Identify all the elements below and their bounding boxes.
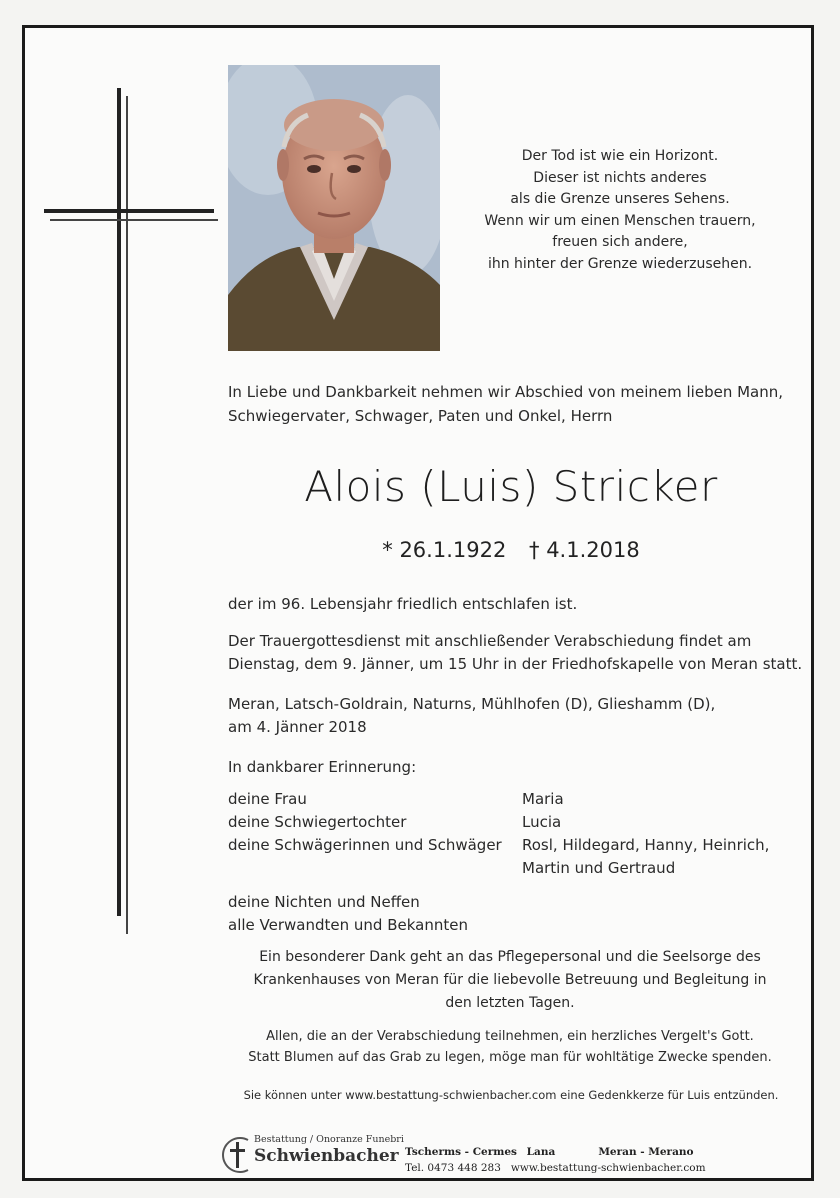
footer-place: Tscherms - Cermes xyxy=(405,1146,517,1158)
service-info xyxy=(228,630,808,676)
lebensjahr-text: der im 96. Lebensjahr friedlich entschlafen ist. xyxy=(228,595,578,613)
service-line: Der Trauergottesdienst mit anschließender Verabschiedung findet am xyxy=(228,632,752,650)
poem-line: als die Grenze unseres Sehens. xyxy=(510,191,730,207)
attendance-text xyxy=(240,1026,780,1068)
intro-text xyxy=(228,380,798,428)
cross-horizontal-bar xyxy=(44,209,214,213)
relative-role: deine Schwägerinnen und Schwäger xyxy=(228,836,502,854)
places-date xyxy=(228,693,808,739)
relative-row xyxy=(228,857,788,880)
candle-text: Sie können unter www.bestattung-schwienbacher.com eine Gedenkkerze für Luis entzünden. xyxy=(243,1088,779,1102)
cross-horizontal-bar-thin xyxy=(50,219,218,221)
birth-date: * 26.1.1922 xyxy=(382,538,507,562)
relative-role: deine Nichten und Neffen xyxy=(228,893,420,911)
poem-line: Dieser ist nichts anderes xyxy=(533,169,707,186)
footer-contact: Tel. 0473 448 283 www.bestattung-schwienbacher.com xyxy=(405,1162,706,1174)
footer-places xyxy=(405,1146,694,1158)
service-line: Dienstag, dem 9. Jänner, um 15 Uhr in der Friedhofskapelle von Meran statt. xyxy=(228,655,803,673)
intro-line: In Liebe und Dankbarkeit nehmen wir Abschied von meinem lieben Mann, xyxy=(228,383,784,401)
thanks-line: Krankenhauses von Meran für die liebevolle Betreuung und Begleitung in xyxy=(253,972,767,988)
footer-place: Lana xyxy=(526,1146,556,1158)
attend-line: Statt Blumen auf das Grab zu legen, möge man für wohltätige Zwecke spenden. xyxy=(248,1050,772,1065)
relative-names: Lucia xyxy=(522,813,562,831)
logo-cross-icon xyxy=(222,1134,256,1174)
relative-row xyxy=(228,834,788,857)
poem xyxy=(470,146,770,275)
thanks-line: den letzten Tagen. xyxy=(445,995,575,1011)
relative-role: alle Verwandten und Bekannten xyxy=(228,916,468,934)
poem-line: Wenn wir um einen Menschen trauern, xyxy=(484,212,756,229)
thanks-text xyxy=(240,946,780,1015)
deceased-name: Alois (Luis) Stricker xyxy=(304,462,718,511)
relatives-list xyxy=(228,788,788,937)
relative-row xyxy=(228,788,788,811)
relative-names: Rosl, Hildegard, Hanny, Heinrich, xyxy=(522,836,770,854)
poem-line: freuen sich andere, xyxy=(552,234,688,250)
places-line: Meran, Latsch-Goldrain, Naturns, Mühlhofen (D), Glieshamm (D), xyxy=(228,695,716,713)
funeral-home-footer xyxy=(222,1132,722,1178)
portrait-photo xyxy=(228,65,440,351)
relative-names: Martin und Gertraud xyxy=(522,859,676,877)
thanks-line: Ein besonderer Dank geht an das Pflegepersonal und die Seelsorge des xyxy=(259,949,761,965)
attend-line: Allen, die an der Verabschiedung teilnehmen, ein herzliches Vergelt's Gott. xyxy=(266,1029,754,1044)
memory-heading: In dankbarer Erinnerung: xyxy=(228,758,417,776)
logo-name: Schwienbacher xyxy=(254,1146,399,1166)
poem-line: Der Tod ist wie ein Horizont. xyxy=(521,148,719,164)
relative-names: Maria xyxy=(522,790,564,808)
cross-vertical-bar-thin xyxy=(126,96,128,934)
relative-role: deine Frau xyxy=(228,790,307,808)
relative-row xyxy=(228,914,788,937)
places-line: am 4. Jänner 2018 xyxy=(228,718,367,736)
relative-row xyxy=(228,811,788,834)
life-dates xyxy=(228,538,794,562)
relative-row xyxy=(228,891,788,914)
relative-role: deine Schwiegertochter xyxy=(228,813,407,831)
death-date: † 4.1.2018 xyxy=(529,538,640,562)
footer-place: Meran - Merano xyxy=(598,1146,694,1158)
poem-line: ihn hinter der Grenze wiederzusehen. xyxy=(487,255,753,272)
intro-line: Schwiegervater, Schwager, Paten und Onkel, Herrn xyxy=(228,407,613,425)
logo-subtitle: Bestattung / Onoranze Funebri xyxy=(254,1134,404,1145)
